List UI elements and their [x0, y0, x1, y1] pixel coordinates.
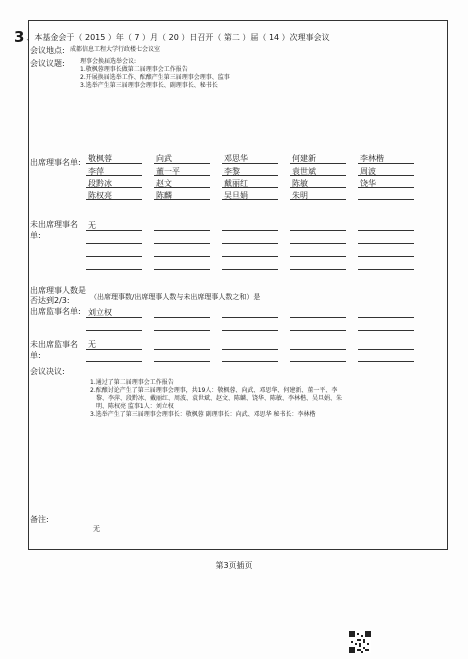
present-directors-label: 出席理事名单:: [30, 158, 81, 167]
director-name: 董一平: [156, 167, 180, 176]
resolution-line: 2.酝酿讨论产生了第三届理事会理事，共19人：敬枫蓉、向武、邓思华、何建新、董一平、李: [90, 387, 338, 394]
meeting-header-text: 、本基金会于（ 2015 ）年（ 7 ）月（ 20 ）日召开（ 第二 ）届（ 14 ）次理事会议: [26, 33, 330, 42]
location-label: 会议地点:: [30, 46, 65, 55]
director-name: 袁世斌: [292, 167, 316, 176]
absent-directors-label: 未出席理事名单:: [30, 220, 78, 240]
director-name: 戴丽红: [224, 179, 248, 188]
director-name: 饶华: [360, 179, 376, 188]
page-footer: 第3页插页: [215, 561, 253, 570]
resolution-label: 会议决议:: [30, 367, 65, 376]
ratio-value: （出席理事数/出席理事人数与未出席理事人数之和）是: [90, 293, 261, 301]
absent-supervisors-label: 未出席监事名单:: [30, 340, 78, 360]
resolution-line: 黎、李萍、段黔冰、戴丽红、周波、袁世斌、赵文、陈麟、饶华、陈敏、李林楷、吴旦娟、朱: [96, 395, 343, 402]
resolution-line: 3.选举产生了第三届理事会理事长：敬枫蓉 副理事长：向武、邓思华 秘书长：李林楷: [90, 411, 316, 418]
director-name: 李林楷: [360, 154, 384, 163]
director-name: 向武: [156, 154, 172, 163]
present-supervisors-value: 刘立权: [88, 308, 112, 317]
agenda-item: 1.敬枫蓉理事长做第二届理事会工作报告: [80, 66, 188, 73]
director-name: 李黎: [224, 167, 240, 176]
agenda-label: 会议议题:: [30, 59, 65, 68]
director-name: 陈麟: [156, 191, 172, 200]
director-name: 何建新: [292, 154, 316, 163]
remarks-value: 无: [93, 525, 100, 533]
meeting-header: [14, 28, 330, 46]
director-name: 吴旦娟: [224, 191, 248, 200]
agenda-item: 2.开展换届选举工作、酝酿产生第三届理事会理事、监事: [80, 74, 230, 81]
director-name: 周波: [360, 167, 376, 176]
director-name: 李萍: [88, 167, 104, 176]
present-supervisors-label: 出席监事名单:: [30, 307, 81, 316]
director-name: 赵文: [156, 179, 172, 188]
director-name: 朱明: [292, 191, 308, 200]
director-name: 敬枫蓉: [88, 154, 112, 163]
page-badge: 3: [14, 28, 25, 46]
agenda-item: 理事会换届选举会议:: [80, 58, 137, 65]
resolution-line: 1.通过了第二届理事会工作报告: [90, 379, 174, 386]
absent-supervisors-value: 无: [88, 340, 96, 349]
ratio-label: 出席理事人数是否达到2/3:: [30, 286, 86, 305]
form-border: [28, 20, 448, 550]
resolution-line: 明、陈权亮 监事1人：刘立权: [96, 403, 174, 410]
location-value: 成都信息工程大学行政楼七会议室: [70, 46, 161, 53]
remarks-label: 备注:: [30, 515, 49, 524]
director-name: 段黔冰: [88, 179, 112, 188]
absent-directors-value: 无: [88, 221, 96, 230]
director-name: 邓思华: [224, 154, 248, 163]
agenda-item: 3.选举产生第三届理事会理事长、副理事长、秘书长: [80, 82, 218, 89]
director-name: 陈权亮: [88, 191, 112, 200]
director-name: 陈敏: [292, 179, 308, 188]
qr-code-icon: [349, 631, 371, 653]
